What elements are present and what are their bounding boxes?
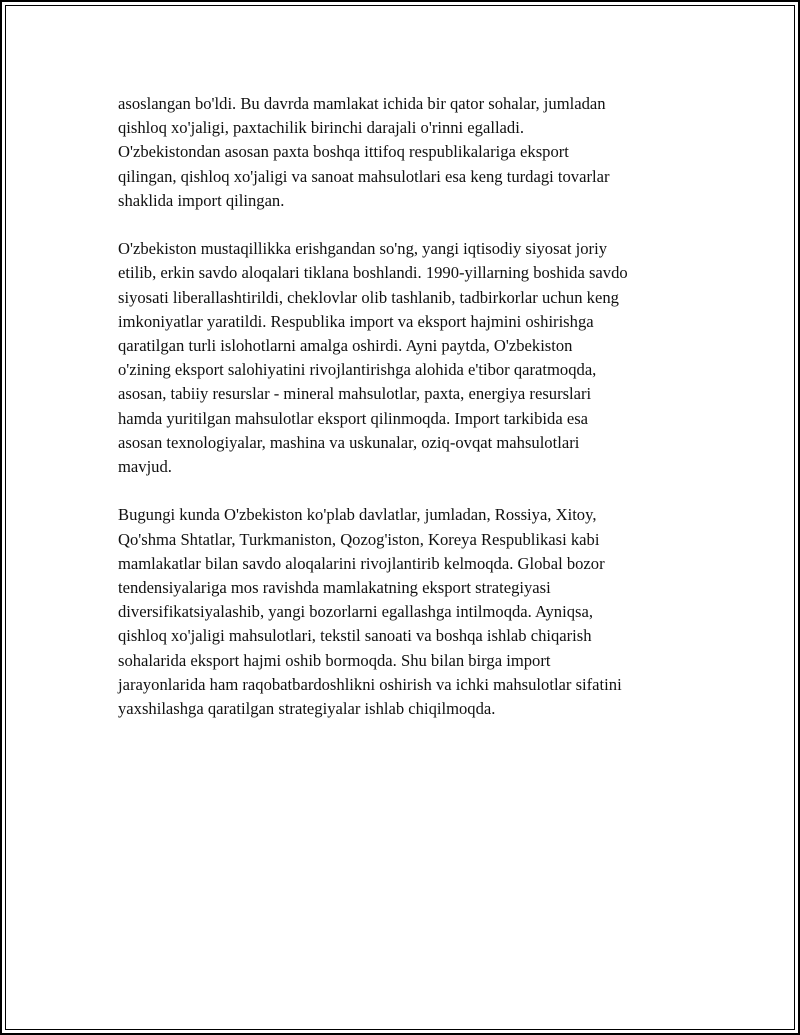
text-line: o'zining eksport salohiyatini rivojlantirishga alohida e'tibor qaratmoqda, — [118, 360, 597, 380]
text-line: jarayonlarida ham raqobatbardoshlikni oshirish va ichki mahsulotlar sifatini — [118, 674, 622, 694]
text-line: Qo'shma Shtatlar, Turkmaniston, Qozog'iston, Koreya Respublikasi kabi — [118, 529, 600, 549]
document-body — [118, 92, 698, 745]
text-line: yaxshilashga qaratilgan strategiyalar ishlab chiqilmoqda. — [118, 699, 496, 719]
text-line: etilib, erkin savdo aloqalari tiklana boshlandi. 1990-yillarning boshida savdo — [118, 263, 628, 283]
text-line: shaklida import qilingan. — [118, 190, 285, 210]
text-line: O'zbekiston mustaqillikka erishgandan so'ng, yangi iqtisodiy siyosat joriy — [118, 239, 607, 259]
text-line: qilingan, qishloq xo'jaligi va sanoat mahsulotlari esa keng turdagi tovarlar — [118, 166, 610, 186]
text-line: imkoniyatlar yaratildi. Respublika import va eksport hajmini oshirishga — [118, 311, 594, 331]
text-line: diversifikatsiyalashib, yangi bozorlarni egallashga intilmoqda. Ayniqsa, — [118, 602, 593, 622]
text-line: tendensiyalariga mos ravishda mamlakatning eksport strategiyasi — [118, 578, 551, 598]
text-line: mamlakatlar bilan savdo aloqalarini rivojlantirib kelmoqda. Global bozor — [118, 553, 605, 573]
paragraph-1 — [118, 92, 698, 213]
text-line: siyosati liberallashtirildi, cheklovlar olib tashlanib, tadbirkorlar uchun keng — [118, 287, 619, 307]
text-line: qishloq xo'jaligi, paxtachilik birinchi darajali o'rinni egalladi. — [118, 118, 524, 138]
text-line: Bugungi kunda O'zbekiston ko'plab davlatlar, jumladan, Rossiya, Xitoy, — [118, 505, 597, 525]
text-line: asosan, tabiiy resurslar - mineral mahsulotlar, paxta, energiya resurslari — [118, 384, 592, 404]
text-line: asosan texnologiyalar, mashina va uskunalar, oziq-ovqat mahsulotlari — [118, 432, 580, 452]
text-line: qaratilgan turli islohotlarni amalga oshirdi. Ayni paytda, O'zbekiston — [118, 336, 573, 356]
paragraph-3 — [118, 503, 698, 721]
paragraph-2 — [118, 237, 698, 479]
text-line: sohalarida eksport hajmi oshib bormoqda. Shu bilan birga import — [118, 650, 551, 670]
text-line: hamda yuritilgan mahsulotlar eksport qilinmoqda. Import tarkibida esa — [118, 408, 589, 428]
text-line: mavjud. — [118, 457, 172, 477]
text-line: qishloq xo'jaligi mahsulotlari, tekstil sanoati va boshqa ishlab chiqarish — [118, 626, 592, 646]
text-line: asoslangan bo'ldi. Bu davrda mamlakat ichida bir qator sohalar, jumladan — [118, 94, 606, 113]
text-line: O'zbekistondan asosan paxta boshqa ittifoq respublikalariga eksport — [118, 142, 569, 162]
